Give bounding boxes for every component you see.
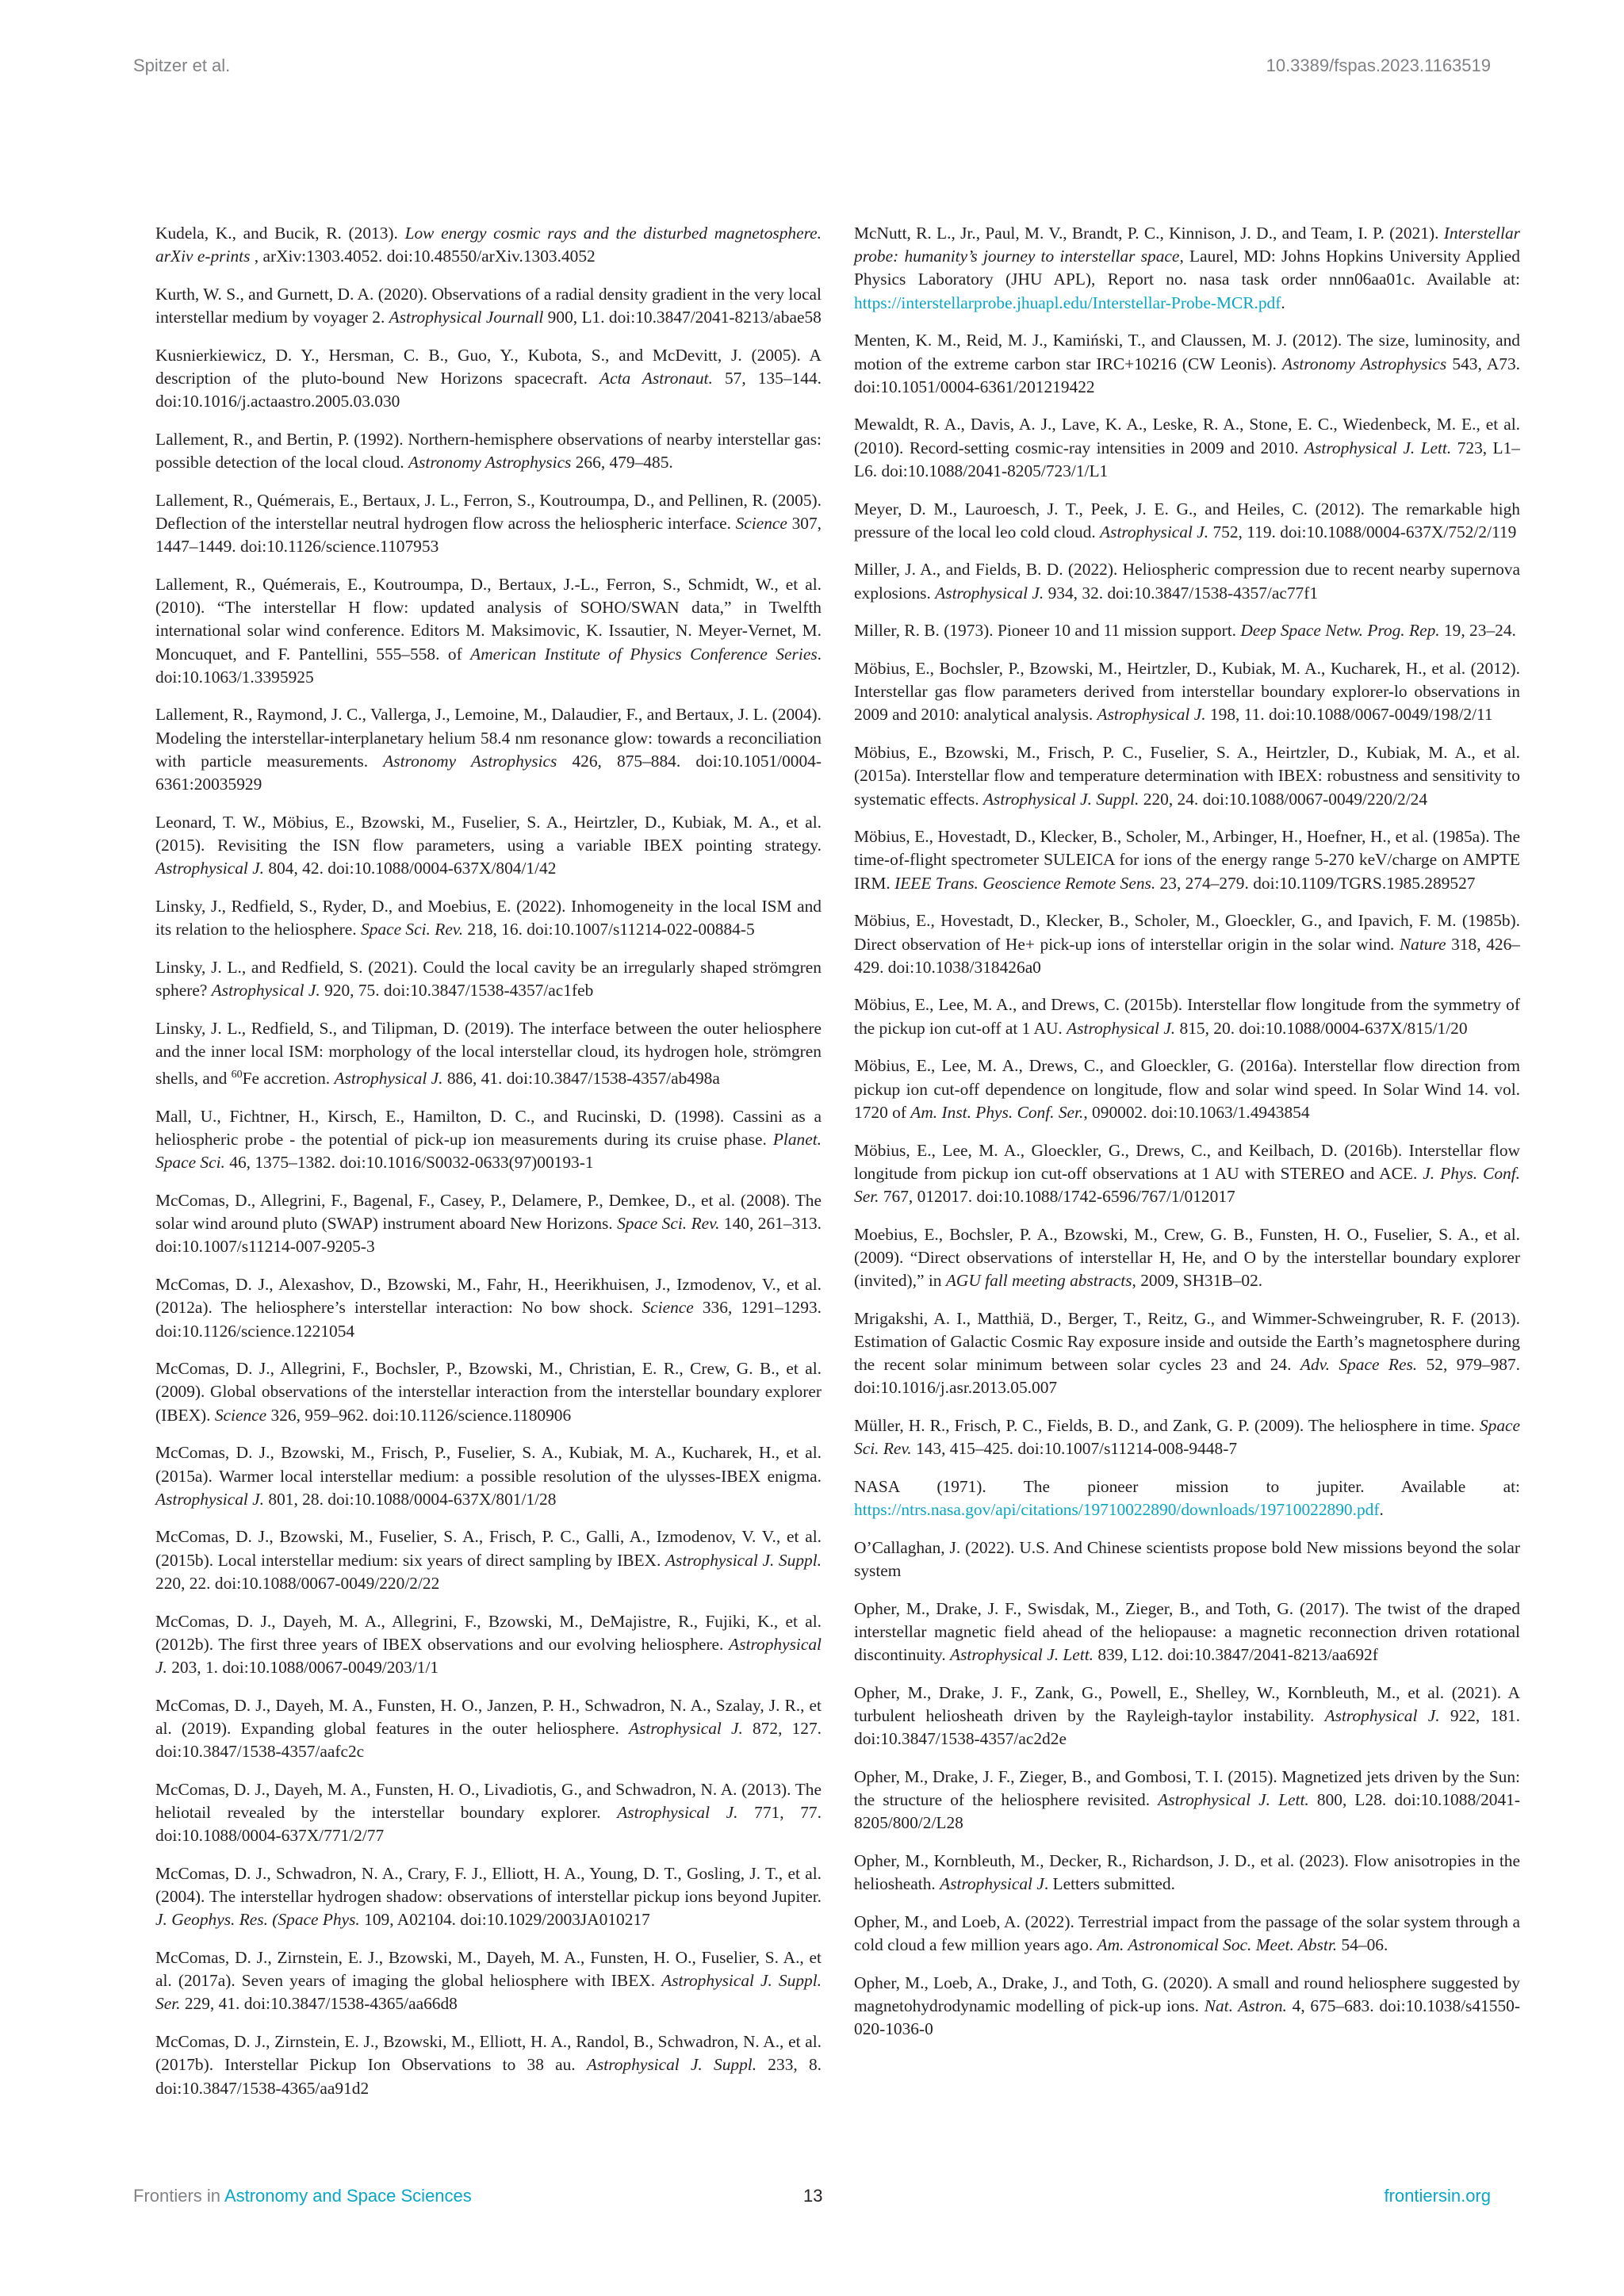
reference-text: , 2009, SH31B–02. [1132, 1271, 1263, 1291]
reference-text: Mewaldt, R. A., Davis, A. J., Lave, K. A., Leske, R. A., Stone, E. C., Wiedenbeck, M. E., et al. (2010). Record-setting cosmic-ray intensities in 2009 and 2010. [854, 415, 1520, 457]
reference-entry [854, 825, 1520, 895]
reference-source-title: Astrophysical J. [617, 1803, 738, 1822]
reference-entry [854, 413, 1520, 483]
reference-text: 900, L1. doi:10.3847/2041-8213/abae58 [543, 308, 822, 327]
reference-text: Lallement, R., Quémerais, E., Koutroumpa, D., Bertaux, J.-L., Ferron, S., Schmidt, W., et al. (2010). “The interstellar H flow: updated analysis of SOHO/SWAN data,” in Twelfth international solar wind conference. Editors M. Maksimovic, K. Issautier, N. Meyer-Vernet, M. Moncuquet, and F. Pantellini, 555–558. of [155, 574, 822, 664]
reference-text: Möbius, E., Lee, M. A., and Drews, C. (2015b). Interstellar flow longitude from the symmetry of the pickup ion cut-off at 1 AU. [854, 995, 1520, 1038]
reference-text: , 090002. doi:10.1063/1.4943854 [1083, 1102, 1310, 1122]
reference-text: Leonard, T. W., Möbius, E., Bzowski, M., Fuselier, S. A., Heirtzler, D., Kubiak, M. A., et al. (2015). Revisiting the ISN flow parameters, using a variable IBEX pointing strategy. [155, 812, 822, 855]
reference-source-title: Astrophysical J. [1067, 1018, 1176, 1038]
reference-text: . [1379, 1500, 1384, 1520]
reference-text: Mrigakshi, A. I., Matthiä, D., Berger, T., Reitz, G., and Wimmer-Schweingruber, R. F. (2013). Estimation of Galactic Cosmic Ray exposure inside and outside the Earth’s magnetosphere during the recent solar minimum between solar cycles 23 and 24. [854, 1308, 1520, 1375]
reference-text: . Letters submitted. [1044, 1874, 1175, 1894]
reference-text: Lallement, R., Raymond, J. C., Vallerga, J., Lemoine, M., Dalaudier, F., and Bertaux, J. L. (2004). Modeling the interstellar-interplanetary helium 58.4 nm resonance glow: towards a reconciliation with particle measurements. [155, 705, 822, 771]
reference-source-title: Astronomy Astrophysics [383, 751, 557, 771]
reference-entry [854, 909, 1520, 979]
reference-text: Lallement, R., Quémerais, E., Bertaux, J. L., Ferron, S., Koutroumpa, D., and Pellinen, R. (2005). Deflection of the interstellar neutral hydrogen flow across the heliospheric interface. [155, 490, 822, 534]
reference-text: Möbius, E., Lee, M. A., Drews, C., and Gloeckler, G. (2016a). Interstellar flow direction from pickup ion cut-off dependence on longitude, flow and solar wind speed. In Solar Wind 14. vol. 1720 of [854, 1056, 1520, 1122]
reference-entry [155, 703, 822, 796]
reference-source-title: Science [214, 1405, 267, 1425]
running-header-doi: 10.3389/fspas.2023.1163519 [1266, 55, 1491, 75]
reference-source-title: Astrophysical J. [935, 583, 1044, 603]
reference-text: Miller, R. B. (1973). Pioneer 10 and 11 mission support. [854, 621, 1241, 641]
reference-text: 839, L12. doi:10.3847/2041-8213/aa692f [1094, 1645, 1378, 1665]
reference-entry [854, 993, 1520, 1039]
reference-entry [854, 1766, 1520, 1835]
reference-source-title: Astronomy Astrophysics [1282, 354, 1447, 373]
reference-source-title: Planet. Space Sci. [155, 1130, 822, 1173]
reference-text: 109, A02104. doi:10.1029/2003JA010217 [359, 1910, 650, 1930]
reference-text: 771, 77. doi:10.1088/0004-637X/771/2/77 [155, 1803, 822, 1846]
reference-source-title: Astronomy Astrophysics [408, 453, 572, 473]
reference-text: 426, 875–884. doi:10.1051/0004-6361:20035929 [155, 751, 822, 794]
reference-source-title: AGU fall meeting abstracts [945, 1271, 1132, 1291]
reference-text: Linsky, J., Redfield, S., Ryder, D., and Moebius, E. (2022). Inhomogeneity in the local ISM and its relation to the heliosphere. [155, 896, 822, 939]
reference-text: Opher, M., Drake, J. F., Swisdak, M., Zieger, B., and Toth, G. (2017). The twist of the draped interstellar magnetic field ahead of the heliopause: a magnetic reconnection driven rotational discontinuity. [854, 1598, 1520, 1665]
reference-entry [155, 1273, 822, 1343]
reference-url-link[interactable]: https://ntrs.nasa.gov/api/citations/19710022890/downloads/19710022890.pdf [854, 1500, 1380, 1520]
reference-text: 723, L1–L6. doi:10.1088/2041-8205/723/1/L1 [854, 438, 1521, 480]
running-header-authors: Spitzer et al. [133, 55, 231, 75]
reference-source-title: Astrophysical J. [155, 1489, 265, 1509]
reference-text: , arXiv:1303.4052. doi:10.48550/arXiv.1303.4052 [250, 247, 596, 266]
reference-text: 804, 42. doi:10.1088/0004-637X/804/1/42 [264, 859, 557, 878]
reference-source-title: Astrophysical J. Suppl. [665, 1550, 822, 1570]
reference-source-title: Astrophysical J. [155, 1634, 822, 1677]
reference-source-title: Astrophysical J. Suppl. [586, 2055, 757, 2075]
reference-text: 934, 32. doi:10.3847/1538-4357/ac77f1 [1044, 583, 1319, 603]
reference-entry [155, 1778, 822, 1848]
reference-entry [854, 222, 1520, 315]
reference-source-title: Astrophysical J. Lett. [950, 1645, 1094, 1665]
reference-source-title: Acta Astronaut. [599, 369, 713, 388]
reference-text: 266, 479–485. [571, 453, 673, 473]
reference-text: McComas, D. J., Dayeh, M. A., Allegrini, F., Bzowski, M., DeMajistre, R., Fujiki, K., et al. (2012b). The first three years of IBEX observations and our evolving heliosphere. [155, 1611, 822, 1654]
reference-source-title: Astrophysical J. Lett. [1304, 438, 1452, 457]
reference-source-title: Astrophysical J. Suppl. Ser. [155, 1971, 822, 2014]
reference-text: Kurth, W. S., and Gurnett, D. A. (2020). Observations of a radial density gradient in the very local interstellar medium by voyager 2. [155, 284, 822, 327]
reference-text: 140, 261–313. doi:10.1007/s11214-007-9205-3 [155, 1214, 822, 1257]
reference-text: 46, 1375–1382. doi:10.1016/S0032-0633(97)00193-1 [224, 1153, 594, 1173]
reference-text: 801, 28. doi:10.1088/0004-637X/801/1/28 [264, 1489, 557, 1509]
reference-text: 767, 012017. doi:10.1088/1742-6596/767/1/012017 [879, 1186, 1235, 1206]
reference-text: 307, 1447–1449. doi:10.1126/science.1107953 [155, 514, 822, 557]
reference-text: McComas, D. J., Bzowski, M., Fuselier, S. A., Frisch, P. C., Galli, A., Izmodenov, V. V., et al. (2015b). Local interstellar medium: six years of direct sampling by IBEX. [155, 1527, 822, 1570]
reference-text: 143, 415–425. doi:10.1007/s11214-008-9448-7 [911, 1439, 1238, 1459]
reference-text: 198, 11. doi:10.1088/0067-0049/198/2/11 [1205, 705, 1493, 725]
reference-source-title: Deep Space Netw. Prog. Rep. [1240, 621, 1440, 641]
footer-journal [133, 2186, 472, 2206]
reference-entry [854, 1911, 1520, 1957]
reference-entry [854, 498, 1520, 544]
reference-entry [854, 1054, 1520, 1124]
reference-text: O’Callaghan, J. (2022). U.S. And Chinese scientists propose bold New missions beyond the solar system [854, 1537, 1520, 1581]
reference-source-title: Nat. Astron. [1204, 1996, 1287, 2016]
reference-text: Menten, K. M., Reid, M. J., Kamiński, T., and Claussen, M. J. (2012). The size, luminosity, and motion of the extreme carbon star IRC+10216 (CW Leonis). [854, 331, 1520, 373]
reference-entry [155, 222, 822, 268]
reference-source-title: J. Phys. Conf. Ser. [854, 1163, 1521, 1206]
reference-source-title: Astrophysical J. [155, 859, 265, 878]
reference-text: Möbius, E., Bzowski, M., Frisch, P. C., Fuselier, S. A., Heirtzler, D., Kubiak, M. A., et al. (2015a). Interstellar flow and temperature determination with IBEX: robustness and sensitivity to systematic effects. [854, 743, 1520, 809]
reference-source-title: Astrophysical J. Lett. [1158, 1790, 1309, 1810]
reference-source-title: Astrophysical J. [1097, 705, 1206, 725]
reference-text: Lallement, R., and Bertin, P. (1992). Northern-hemisphere observations of nearby interstellar gas: possible detection of the local cloud. [155, 429, 822, 473]
reference-text: . [1281, 293, 1285, 312]
reference-text: 220, 24. doi:10.1088/0067-0049/220/2/24 [1139, 789, 1428, 809]
reference-text: McComas, D. J., Alexashov, D., Bzowski, M., Fahr, H., Heerikhuisen, J., Izmodenov, V., et al. (2012a). The heliosphere’s interstellar interaction: No bow shock. [155, 1275, 822, 1318]
reference-text: 220, 22. doi:10.1088/0067-0049/220/2/22 [155, 1573, 440, 1593]
reference-text: McComas, D. J., Bzowski, M., Frisch, P., Fuselier, S. A., Kubiak, M. A., Kucharek, H., et al. (2015a). Warmer local interstellar medium: a possible resolution of the ulysses-IBEX enigma. [155, 1443, 822, 1486]
reference-source-title: Space Sci. Rev. [617, 1214, 720, 1234]
reference-source-title: Interstellar probe: humanity’s journey to interstellar space [854, 224, 1520, 266]
reference-entry [854, 741, 1520, 811]
reference-entry [854, 1475, 1520, 1521]
reference-entry [155, 1525, 822, 1595]
reference-text: 218, 16. doi:10.1007/s11214-022-00884-5 [463, 920, 755, 939]
reference-entry [854, 558, 1520, 604]
reference-text: Linsky, J. L., and Redfield, S. (2021). Could the local cavity be an irregularly shaped strömgren sphere? [155, 957, 822, 1000]
reference-text: Kudela, K., and Bucik, R. (2013). [155, 224, 405, 243]
reference-text: Opher, M., and Loeb, A. (2022). Terrestrial impact from the passage of the solar system through a cold cloud a few million years ago. [854, 1911, 1520, 1955]
reference-entry [854, 1850, 1520, 1896]
reference-source-title: Adv. Space Res. [1300, 1355, 1418, 1375]
references-left-column [155, 222, 822, 2114]
reference-source-title: IEEE Trans. Geoscience Remote Sens. [894, 873, 1156, 893]
reference-entry [854, 1682, 1520, 1751]
reference-text: Möbius, E., Bochsler, P., Bzowski, M., Heirtzler, D., Kubiak, M. A., Kucharek, H., et al. (2012). Interstellar gas flow parameters derived from interstellar boundary explorer-lo observations in 2009 and 2010: analytical analysis. [854, 659, 1520, 725]
reference-entry [155, 1610, 822, 1680]
reference-source-title: Low energy cosmic rays and the disturbed magnetosphere. arXiv e-prints [155, 224, 822, 266]
reference-text: 922, 181. doi:10.3847/1538-4357/ac2d2e [854, 1706, 1520, 1749]
reference-entry [155, 428, 822, 474]
reference-source-title: American Institute of Physics Conference Series [470, 644, 818, 664]
reference-text: 19, 23–24. [1439, 621, 1516, 641]
reference-text: 872, 127. doi:10.3847/1538-4357/aafc2c [155, 1718, 822, 1762]
reference-source-title: J. Geophys. Res. (Space Phys. [155, 1910, 360, 1930]
reference-text: McComas, D. J., Allegrini, F., Bochsler, P., Bzowski, M., Christian, E. R., Crew, G. B., et al. (2009). Global observations of the interstellar interaction from the interstellar boundary explorer (IBEX). [155, 1359, 822, 1425]
reference-source-title: Science [642, 1298, 694, 1318]
page-number: 13 [803, 2186, 823, 2206]
reference-entry [854, 1307, 1520, 1400]
reference-text: Müller, H. R., Frisch, P. C., Fields, B. D., and Zank, G. P. (2009). The heliosphere in time. [854, 1416, 1480, 1436]
reference-source-title: Am. Inst. Phys. Conf. Ser. [910, 1102, 1084, 1122]
reference-source-title: Astrophysical J. Suppl. [982, 789, 1139, 809]
reference-text: Möbius, E., Hovestadt, D., Klecker, B., Scholer, M., Arbinger, H., Hoefner, H., et al. (1985a). The time-of-flight spectrometer SULEICA for ions of the energy range 5-270 keV/charge on AMPTE IRM. [854, 827, 1520, 893]
reference-source-title: Astrophysical Journall [389, 308, 544, 327]
reference-text: 23, 274–279. doi:10.1109/TGRS.1985.289527 [1155, 873, 1476, 893]
reference-text: 54–06. [1337, 1935, 1388, 1955]
reference-text: 203, 1. doi:10.1088/0067-0049/203/1/1 [167, 1657, 439, 1677]
reference-text: Opher, M., Drake, J. F., Zank, G., Powell, E., Shelley, W., Kornbleuth, M., et al. (2021). A turbulent heliosheath driven by the Rayleigh-taylor instability. [854, 1682, 1520, 1726]
reference-entry [155, 1189, 822, 1259]
reference-text: Möbius, E., Lee, M. A., Gloeckler, G., Drews, C., and Keilbach, D. (2016b). Interstellar flow longitude from pickup ion cut-off observations at 1 AU with STEREO and ACE. [854, 1140, 1520, 1183]
reference-entry [854, 1536, 1520, 1582]
reference-text: , Laurel, MD: Johns Hopkins University Applied Physics Laboratory (JHU APL), Report no. nasa task order nnn06aa01c. Available at: [854, 247, 1520, 289]
reference-superscript: 60 [231, 1069, 243, 1081]
reference-text: McNutt, R. L., Jr., Paul, M. V., Brandt, P. C., Kinnison, J. D., and Team, I. P. (2021). [854, 224, 1444, 243]
reference-url-link[interactable]: https://interstellarprobe.jhuapl.edu/Interstellar-Probe-MCR.pdf [854, 293, 1281, 312]
reference-source-title: Science [735, 514, 787, 534]
reference-source-title: Astrophysical J. [1100, 522, 1209, 541]
reference-entry [155, 573, 822, 689]
reference-text: Meyer, D. M., Lauroesch, J. T., Peek, J. E. G., and Heiles, C. (2012). The remarkable high pressure of the local leo cold cloud. [854, 499, 1520, 541]
reference-text: McComas, D. J., Schwadron, N. A., Crary, F. J., Elliott, H. A., Young, D. T., Gosling, J. T., et al. (2004). The interstellar hydrogen shadow: observations of interstellar pickup ions beyond Jupiter. [155, 1863, 822, 1907]
reference-text: 336, 1291–1293. doi:10.1126/science.1221054 [155, 1298, 822, 1341]
reference-source-title: Nature [1399, 934, 1446, 954]
reference-source-title: Astrophysical J. [334, 1069, 443, 1089]
reference-entry [854, 1139, 1520, 1209]
reference-text: Moebius, E., Bochsler, P. A., Bzowski, M., Crew, G. B., Funsten, H. O., Fuselier, S. A., et al. (2009). “Direct observations of interstellar H, He, and O by the interstellar boundary explorer (invited),” in [854, 1224, 1520, 1291]
reference-entry [155, 895, 822, 941]
reference-entry [155, 1357, 822, 1427]
reference-entry [155, 1694, 822, 1764]
reference-text: McComas, D., Allegrini, F., Bagenal, F., Casey, P., Delamere, P., Demkee, D., et al. (2008). The solar wind around pluto (SWAP) instrument aboard New Horizons. [155, 1191, 822, 1234]
reference-source-title: Astrophysical J. [211, 980, 320, 1000]
reference-text: 57, 135–144. doi:10.1016/j.actaastro.2005.03.030 [155, 369, 822, 411]
reference-text: McComas, D. J., Zirnstein, E. J., Bzowski, M., Elliott, H. A., Randol, B., Schwadron, N. A., et al. (2017b). Interstellar Pickup Ion Observations to 38 au. [155, 2032, 822, 2075]
reference-text: McComas, D. J., Dayeh, M. A., Funsten, H. O., Janzen, P. H., Schwadron, N. A., Szalay, J. R., et al. (2019). Expanding global features in the outer heliosphere. [155, 1695, 822, 1738]
reference-entry [155, 489, 822, 559]
reference-entry [854, 1598, 1520, 1667]
reference-text: 52, 979–987. doi:10.1016/j.asr.2013.05.007 [854, 1355, 1520, 1398]
reference-entry [854, 657, 1520, 727]
reference-text: NASA (1971). The pioneer mission to jupiter. Available at: [854, 1476, 1520, 1496]
reference-text: 886, 41. doi:10.3847/1538-4357/ab498a [442, 1069, 720, 1089]
reference-source-title: Space Sci. Rev. [361, 920, 464, 939]
reference-entry [854, 1972, 1520, 2042]
footer-journal-name[interactable]: Astronomy and Space Sciences [224, 2186, 472, 2206]
reference-text: 326, 959–962. doi:10.1126/science.1180906 [266, 1405, 572, 1425]
reference-text: Opher, M., Drake, J. F., Zieger, B., and Gombosi, T. I. (2015). Magnetized jets driven by the Sun: the structure of the heliosphere revisited. [854, 1766, 1520, 1810]
reference-text: McComas, D. J., Dayeh, M. A., Funsten, H. O., Livadiotis, G., and Schwadron, N. A. (2013). The heliotail revealed by the interstellar boundary explorer. [155, 1779, 822, 1822]
reference-entry [155, 1862, 822, 1932]
reference-entry [155, 283, 822, 329]
reference-text: Miller, J. A., and Fields, B. D. (2022). Heliospheric compression due to recent nearby supernova explosions. [854, 560, 1520, 603]
reference-entry [155, 1105, 822, 1175]
reference-text: 543, A73. doi:10.1051/0004-6361/201219422 [854, 354, 1520, 396]
reference-text: Kusnierkiewicz, D. Y., Hersman, C. B., Guo, Y., Kubota, S., and McDevitt, J. (2005). A description of the pluto-bound New Horizons spacecraft. [155, 345, 822, 388]
reference-source-title: Astrophysical J. [1324, 1706, 1440, 1726]
reference-text: 800, L28. doi:10.1088/2041-8205/800/2/L28 [854, 1790, 1520, 1833]
reference-entry [155, 2030, 822, 2100]
reference-source-title: Astrophysical J [940, 1874, 1044, 1894]
reference-entry [854, 1223, 1520, 1293]
reference-text: 229, 41. doi:10.3847/1538-4365/aa66d8 [180, 1994, 458, 2014]
reference-entry [155, 1017, 822, 1091]
reference-text: 815, 20. doi:10.1088/0004-637X/815/1/20 [1175, 1018, 1468, 1038]
reference-text: Linsky, J. L., Redfield, S., and Tilipman, D. (2019). The interface between the outer heliosphere and the inner local ISM: morphology of the local interstellar cloud, its hydrogen hole, strömgren shells, and [155, 1018, 822, 1089]
reference-text: Möbius, E., Hovestadt, D., Klecker, B., Scholer, M., Gloeckler, G., and Ipavich, F. M. (1985b). Direct observation of He+ pick-up ions of interstellar origin in the solar wind. [854, 911, 1520, 954]
reference-text: 233, 8. doi:10.3847/1538-4365/aa91d2 [155, 2055, 822, 2098]
reference-entry [155, 1441, 822, 1511]
reference-entry [155, 344, 822, 414]
reference-text: Opher, M., Kornbleuth, M., Decker, R., Richardson, J. D., et al. (2023). Flow anisotropies in the heliosheath. [854, 1851, 1520, 1894]
reference-text: 920, 75. doi:10.3847/1538-4357/ac1feb [320, 980, 594, 1000]
reference-text: Opher, M., Loeb, A., Drake, J., and Toth, G. (2020). A small and round heliosphere suggested by magnetohydrodynamic modelling of pick-up ions. [854, 1973, 1520, 2016]
reference-text: McComas, D. J., Zirnstein, E. J., Bzowski, M., Dayeh, M. A., Funsten, H. O., Fuselier, S. A., et al. (2017a). Seven years of imaging the global heliosphere with IBEX. [155, 1948, 822, 1991]
reference-text: . doi:10.1063/1.3395925 [155, 644, 822, 687]
reference-source-title: Astrophysical J. [629, 1718, 743, 1738]
reference-entry [854, 1414, 1520, 1460]
reference-text: Mall, U., Fichtner, H., Kirsch, E., Hamilton, D. C., and Rucinski, D. (1998). Cassini as a heliospheric probe - the potential of pick-up ion measurements during its cruise phase. [155, 1106, 822, 1150]
reference-entry [854, 329, 1520, 399]
reference-text: 318, 426–429. doi:10.1038/318426a0 [854, 934, 1520, 977]
footer-journal-prefix: Frontiers in [133, 2186, 224, 2206]
reference-entry [155, 1946, 822, 2016]
reference-entry [155, 811, 822, 881]
reference-entry [155, 956, 822, 1002]
references-right-column [854, 222, 1520, 2056]
reference-source-title: Am. Astronomical Soc. Meet. Abstr. [1097, 1935, 1338, 1955]
footer-site-link[interactable]: frontiersin.org [1384, 2186, 1491, 2206]
reference-text: Fe accretion. [242, 1069, 335, 1089]
reference-entry [854, 619, 1520, 642]
reference-text: 4, 675–683. doi:10.1038/s41550-020-1036-0 [854, 1996, 1520, 2039]
reference-source-title: Space Sci. Rev. [854, 1416, 1520, 1459]
reference-text: 752, 119. doi:10.1088/0004-637X/752/2/119 [1208, 522, 1517, 541]
